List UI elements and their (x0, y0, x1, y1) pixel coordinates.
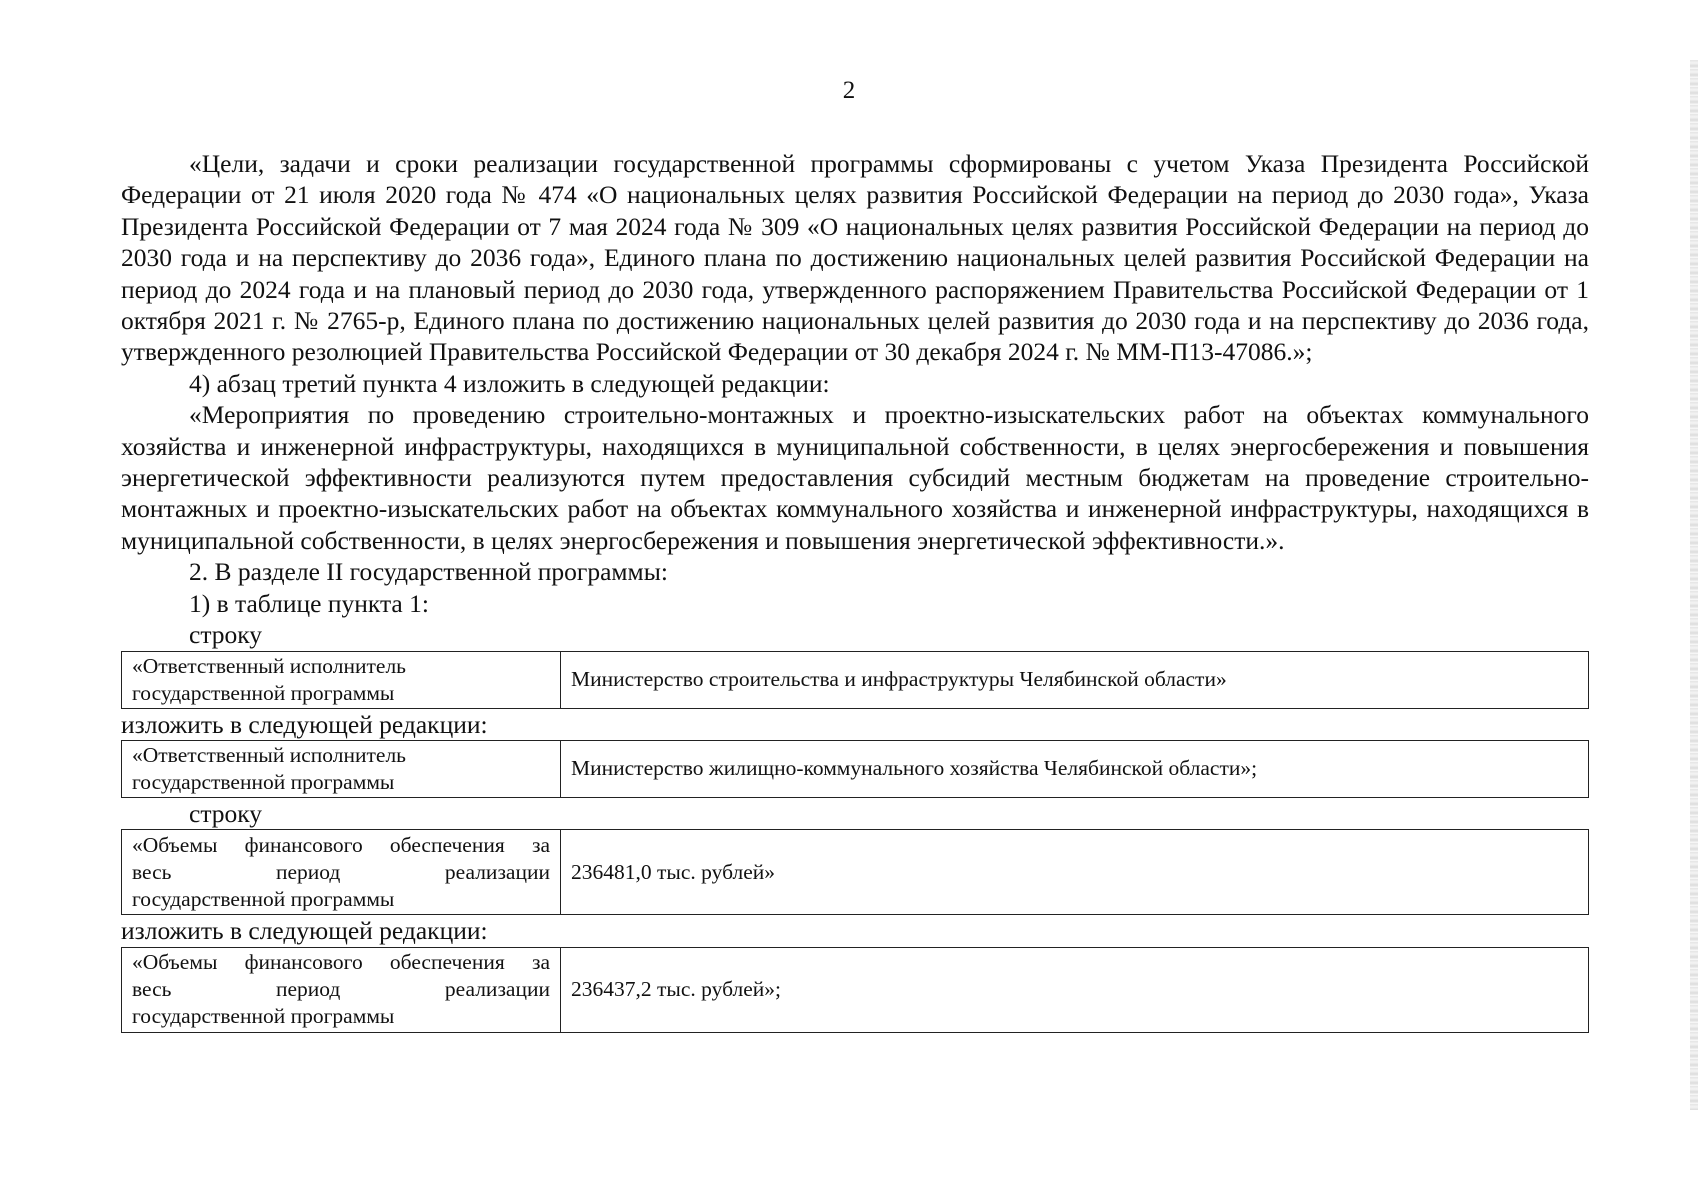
table-funding-volume-old (121, 829, 1589, 915)
cell-text-line: «Ответственный исполнитель (132, 742, 406, 767)
table-cell-value: 236437,2 тыс. рублей»; (561, 947, 1589, 1032)
paragraph-amendment-item-4: 4) абзац третий пункта 4 изложить в следующей редакции: (189, 368, 830, 398)
table-cell-label (122, 830, 561, 915)
label-row-old-2: строку (189, 798, 263, 828)
table-row (122, 947, 1589, 1032)
table-cell-label (122, 740, 561, 797)
table-row (122, 830, 1589, 915)
document-body (121, 148, 1589, 1033)
table-row (122, 740, 1589, 797)
cell-text-line: государственной программы (132, 769, 395, 794)
paragraph-activities: «Мероприятия по проведению строительно-монтажных и проектно-изыскательских работ на объектах коммунального хозяйства и инженерной инфраструктуры, находящихся в муниципальной собственности, в целях энергосбережения и повышения энергетической эффективности реализуются путем предоставления субсидий местным бюджетам на проведение строительно-монтажных и проектно-изыскательских работ на объектах коммунального хозяйства и инженерной инфраструктуры, находящихся в муниципальной собственности, в целях энергосбережения и повышения энергетической эффективности.». (121, 400, 1589, 555)
table-cell-label (122, 651, 561, 708)
label-new-edition-1: изложить в следующей редакции: (121, 709, 488, 739)
cell-text-line: весь период реализации (132, 859, 550, 884)
cell-text-line: государственной программы (132, 886, 395, 911)
cell-text-line: «Ответственный исполнитель (132, 653, 406, 678)
scan-edge-decoration (1690, 60, 1698, 1110)
paragraph-table-item-1: 1) в таблице пункта 1: (189, 588, 429, 618)
cell-text-line: государственной программы (132, 1004, 395, 1029)
table-responsible-executor-new (121, 740, 1589, 798)
cell-text-line: «Объемы финансового обеспечения за (132, 832, 550, 857)
cell-text-line: «Объемы финансового обеспечения за (132, 950, 550, 975)
table-responsible-executor-old (121, 651, 1589, 709)
table-row (122, 651, 1589, 708)
page-number: 2 (842, 77, 856, 104)
paragraph-section-2: 2. В разделе II государственной программы: (189, 557, 668, 587)
table-cell-value: Министерство строительства и инфраструктуры Челябинской области» (561, 651, 1589, 708)
table-cell-label (122, 947, 561, 1032)
table-cell-value: Министерство жилищно-коммунального хозяйства Челябинской области»; (561, 740, 1589, 797)
paragraph-goals-objectives: «Цели, задачи и сроки реализации государственной программы сформированы с учетом Указа Президента Российской Федерации от 21 июля 2020 года № 474 «О национальных целях развития Российской Федерации на период до 2030 года», Указа Президента Российской Федерации от 7 мая 2024 года № 309 «О национальных целях развития Российской Федерации на период до 2030 года и на перспективу до 2036 года», Единого плана по достижению национальных целей развития Российской Федерации на период до 2024 года и на плановый период до 2030 года, утвержденного распоряжением Правительства Российской Федерации от 1 октября 2021 г. № 2765-р, Единого плана по достижению национальных целей развития до 2030 года и на перспективу до 2036 года, утвержденного резолюцией Правительства Российской Федерации от 30 декабря 2024 г. № ММ-П13-47086.»; (121, 149, 1589, 367)
cell-text-line: весь период реализации (132, 977, 550, 1002)
label-new-edition-2: изложить в следующей редакции: (121, 916, 488, 946)
table-cell-value: 236481,0 тыс. рублей» (561, 830, 1589, 915)
table-funding-volume-new (121, 947, 1589, 1033)
label-row-old-1: строку (189, 620, 263, 650)
cell-text-line: государственной программы (132, 680, 395, 705)
